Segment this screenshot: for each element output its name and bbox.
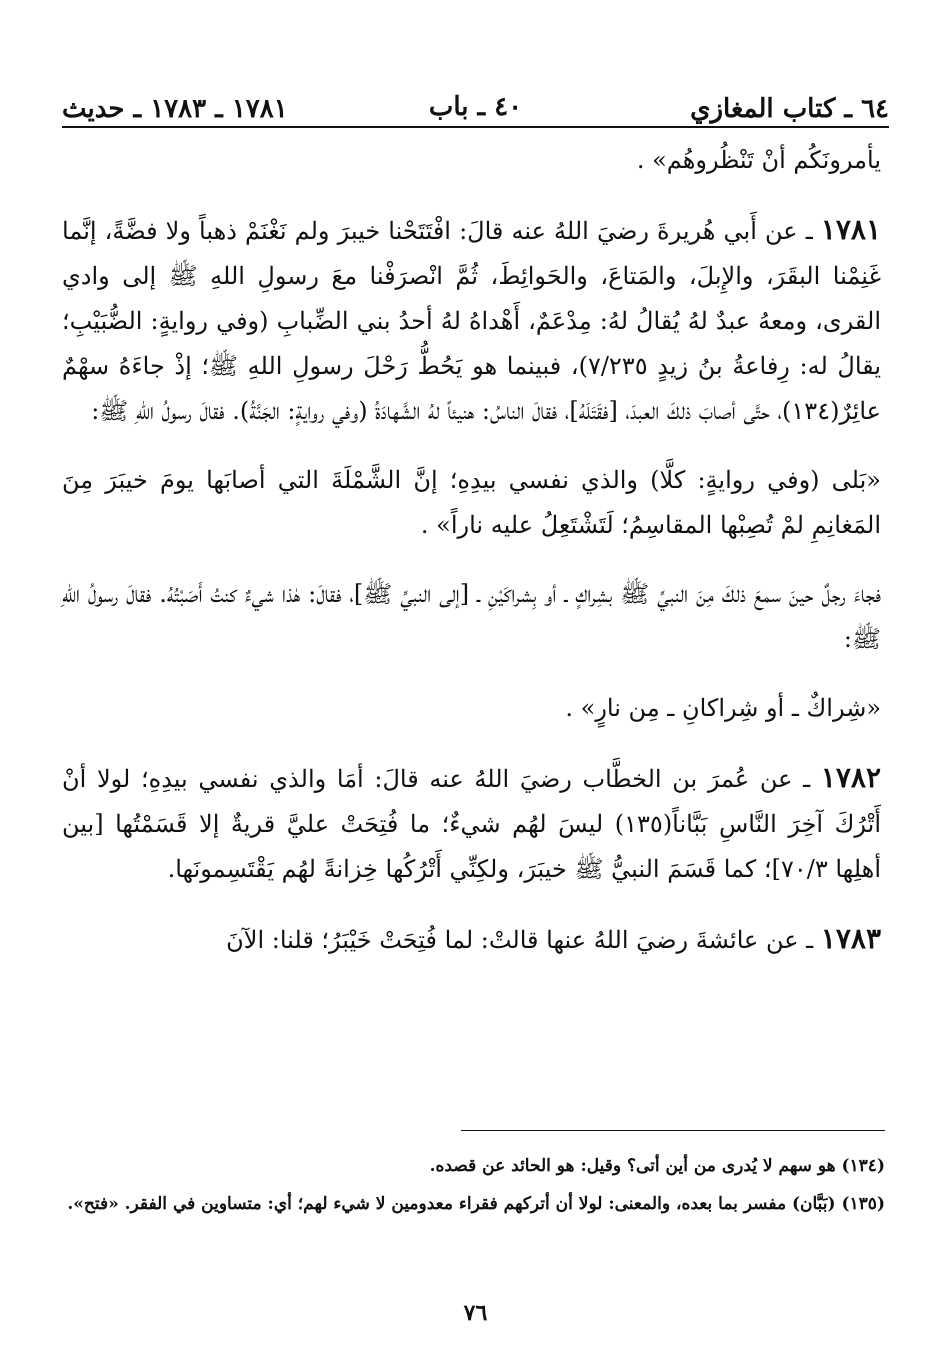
- hadith-number: ١٧٨٣: [820, 922, 881, 955]
- hadith-paragraph: [62, 207, 881, 434]
- footnote-divider: [461, 1130, 885, 1131]
- quote-paragraph: [62, 686, 881, 731]
- running-header: [62, 84, 889, 124]
- footnote: (١٣٥) (بَبَّان) مفسر بما بعده، والمعنى: لولا أن أتركهم فقراء معدومين لا شيء لهم؛ أي: متساوين في الفقر. «فتح».: [67, 1194, 885, 1214]
- header-chapter: ٤٠ ـ باب: [428, 92, 523, 122]
- paragraph: [62, 572, 881, 662]
- hadith-paragraph: [62, 755, 881, 892]
- paragraph-text: «بَلى (وفي روايةٍ: كلَّا) والذي نفسي بيدِهِ؛ إنَّ الشَّمْلَةَ التي أصابَها يومَ خيبَرَ مِنَ المَغانِمِ لمْ تُصِبْها المقاسِمُ؛ لَتَشْتَعِلُ عليه ناراً» .: [62, 466, 881, 539]
- footnotes: [62, 1150, 885, 1226]
- quote-paragraph: [62, 458, 881, 548]
- hadith-paragraph: [62, 916, 881, 963]
- header-hadith-range: ١٧٨١ ـ ١٧٨٣ ـ حديث: [62, 94, 288, 124]
- paragraph-text: فجاءَ رجلٌ حينَ سمعَ ذلكَ مِنَ النبيِّ ﷺ بشِراكٍ ـ أو بِشراكَيْنِ ـ [إلى النبيِّ ﷺ]، فقالَ: هٰذا شيءٌ كنتُ أَصَبْتُهُ. فقالَ رسولُ اللهِ ﷺ:: [62, 580, 881, 653]
- header-book-title: ٦٤ ـ كتاب المغازي: [690, 94, 889, 124]
- header-divider: [62, 126, 889, 128]
- main-text: [62, 138, 881, 963]
- paragraph-text: ـ عن عُمرَ بن الخطَّاب رضيَ اللهُ عنه قالَ: أمَا والذي نفسي بيدِهِ؛ لولا أنْ أَتْرُكَ آخِرَ النَّاسِ بَبَّاناً(١٣٥) ليسَ لهُم شيءٌ؛ ما فُتِحَتْ عليَّ قريةٌ إلا قَسَمْتُها [بين أهلِها ٧٠/٣]؛ كما قَسَمَ النبيُّ ﷺ خيبَرَ، ولكِنِّي أَتْرُكُها خِزانةً لهُم يَقْتَسِمونَها.: [62, 765, 881, 883]
- paragraph-text: ـ عن عائشةَ رضيَ اللهُ عنها قالتْ: لما فُتِحَتْ خَيْبَرُ؛ قلنا: الآنَ: [226, 926, 821, 954]
- paragraph: [62, 138, 881, 183]
- paragraph-text: ـ عن أَبي هُريرةَ رضيَ اللهُ عنه قالَ: افْتَتَحْنا خيبرَ ولم نَغْنَمْ ذهباً ولا فضَّةً، إنَّما غَنِمْنا البقَرَ، والإِبلَ، والمَتاعَ، والحَوائِطَ، ثُمَّ انْصرَفْنا معَ رسولِ اللهِ ﷺ إلى وادي القرى، ومعهُ عبدٌ لهُ يُقالُ لهُ: مِدْعَمٌ، أَهْداهُ لهُ أحدُ بني الضِّبابِ (وفي روايةٍ: الضُّبَيْبِ؛ يقالُ له: رِفاعةُ بنُ زيدٍ ٧/٢٣٥)، فبينما هو يَحُطُّ رَحْلَ رسولِ اللهِ ﷺ؛ إذْ جاءَهُ سهْمٌ عائِرٌ(١٣٤)، حتَّى أصابَ ذلكَ العبدَ، [فقَتَلَهُ]، فقالَ الناسُ: هنيئاً لهُ الشَّهادَةُ (وفي روايةٍ: الجَنَّةُ). فقالَ رسولُ اللهِ ﷺ:: [62, 217, 881, 425]
- footnote: (١٣٤) هو سهم لا يُدرى من أين أتى؟ وقيل: هو الحائد عن قصده.: [429, 1156, 885, 1176]
- hadith-number: ١٧٨١: [820, 213, 881, 246]
- paragraph-text: يأمرونَكُم أنْ تَنْظُروهُم» .: [636, 146, 881, 174]
- page-number: ٧٦: [463, 1300, 488, 1326]
- paragraph-text: «شِراكٌ ـ أو شِراكانِ ـ مِن نارٍ» .: [565, 694, 881, 722]
- hadith-number: ١٧٨٢: [820, 761, 881, 794]
